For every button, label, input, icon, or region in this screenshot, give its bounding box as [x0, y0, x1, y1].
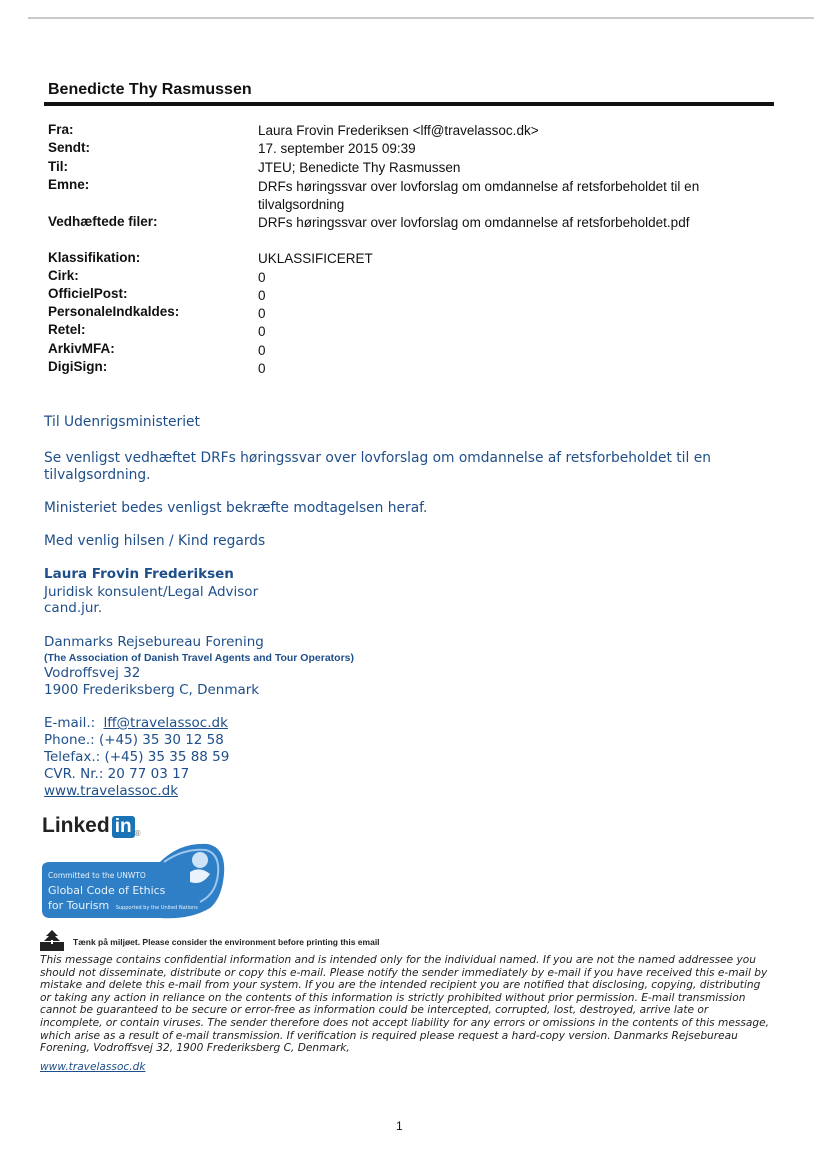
attachments-label: Vedhæftede filer:: [48, 214, 158, 229]
cirk-label: Cirk:: [48, 268, 79, 283]
sent-label: Sendt:: [48, 140, 90, 155]
signature-fax: Telefax.: (+45) 35 35 88 59: [44, 749, 230, 765]
retel-label: Retel:: [48, 322, 86, 337]
disclaimer-website-link[interactable]: www.travelassoc.dk: [40, 1061, 146, 1073]
environment-note: Tænk på miljøet. Please consider the environment before printing this email: [73, 937, 380, 947]
closing: Med venlig hilsen / Kind regards: [44, 533, 266, 549]
subject-label: Emne:: [48, 177, 90, 192]
from-value: Laura Frovin Frederiksen <lff@travelassoc.dk>: [258, 123, 539, 138]
signature-street: Vodroffsvej 32: [44, 665, 141, 681]
sender-rule: [44, 102, 774, 106]
subject-value: DRFs høringssvar over lovforslag om omdannelse af retsforbeholdet til en tilvalgsordning: [258, 179, 700, 212]
classification-label: Klassifikation:: [48, 250, 141, 265]
linkedin-in-icon: in: [112, 816, 135, 838]
linkedin-registered: ®: [134, 829, 141, 838]
badge-line-3: [48, 899, 198, 912]
classification-value: UKLASSIFICERET: [258, 251, 373, 266]
linkedin-logo[interactable]: [42, 814, 140, 838]
signature-phone: Phone.: (+45) 35 30 12 58: [44, 732, 224, 748]
signature-website-row: [44, 783, 178, 799]
to-label: Til:: [48, 159, 68, 174]
officialpost-value: 0: [258, 288, 266, 303]
signature-org: Danmarks Rejsebureau Forening: [44, 634, 264, 650]
signature-email-row: [44, 715, 228, 731]
signature-cvr: CVR. Nr.: 20 77 03 17: [44, 766, 190, 782]
personale-label: PersonaleIndkaldes:: [48, 304, 180, 319]
email-link[interactable]: lff@travelassoc.dk: [103, 715, 228, 731]
signature-city: 1900 Frederiksberg C, Denmark: [44, 682, 260, 698]
digisign-label: DigiSign:: [48, 359, 108, 374]
arkivmfa-label: ArkivMFA:: [48, 341, 115, 356]
signature-name: Laura Frovin Frederiksen: [44, 566, 234, 582]
officialpost-label: OfficielPost:: [48, 286, 128, 301]
cirk-value: 0: [258, 270, 266, 285]
sent-value: 17. september 2015 09:39: [258, 141, 416, 156]
disclaimer-text: This message contains confidential information and is intended only for the individual named. If you are not the named addressee you should not disseminate, distribute or copy this e-mail. Please notify the sender immediately by e-mail if you have received this e-mail by mistake and delete this e-mail from your system. If you are the intended recipient you are notified that disclosing, copying, distributing or taking any action in reliance on the contents of this information is strictly prohibited without prior permission. E-mail transmission cannot be guaranteed to be secure or error-free as information could be intercepted, corrupted, lost, destroyed, arrive late or incomplete, or contain viruses. The sender therefore does not accept liability for any errors or omissions in the contents of this message, which arise as a result of e-mail transmission. If verification is required please request a hard-copy version. Danmarks Rejsebureau Forening, Vodroffsvej 32, 1900 Frederiksberg C, Denmark,: [40, 954, 770, 1055]
greeting: Til Udenrigsministeriet: [44, 414, 200, 430]
badge-line-3-main: for Tourism: [48, 899, 110, 912]
signature-org-english: (The Association of Danish Travel Agents and Tour Operators): [44, 652, 354, 664]
to-value: JTEU; Benedicte Thy Rasmussen: [258, 160, 461, 175]
website-link[interactable]: www.travelassoc.dk: [44, 783, 179, 799]
email-label: E-mail.:: [44, 715, 96, 731]
from-label: Fra:: [48, 122, 74, 137]
badge-line-2: Global Code of Ethics: [48, 884, 166, 897]
tree-icon: [40, 928, 68, 952]
body-paragraph-1: Se venligst vedhæftet DRFs høringssvar over lovforslag om omdannelse af retsforbeholdet til en tilvalgsordning.: [44, 450, 711, 483]
digisign-value: 0: [258, 361, 266, 376]
body-paragraph-2: Ministeriet bedes venligst bekræfte modtagelsen heraf.: [44, 500, 428, 516]
badge-line-3-small: Supported by the United Nations: [115, 905, 198, 911]
signature-title: Juridisk konsulent/Legal Advisor: [44, 584, 259, 600]
attachment-file[interactable]: DRFs høringssvar over lovforslag om omdannelse af retsforbeholdet.pdf: [258, 215, 690, 230]
signature-degree: cand.jur.: [44, 600, 103, 616]
retel-value: 0: [258, 324, 266, 339]
page-number: 1: [396, 1119, 403, 1133]
top-rule: [28, 17, 814, 19]
personale-value: 0: [258, 306, 266, 321]
sender-name: Benedicte Thy Rasmussen: [48, 81, 252, 98]
badge-line-1: Committed to the UNWTO: [48, 871, 146, 880]
linkedin-word: Linked: [42, 814, 110, 837]
arkivmfa-value: 0: [258, 343, 266, 358]
